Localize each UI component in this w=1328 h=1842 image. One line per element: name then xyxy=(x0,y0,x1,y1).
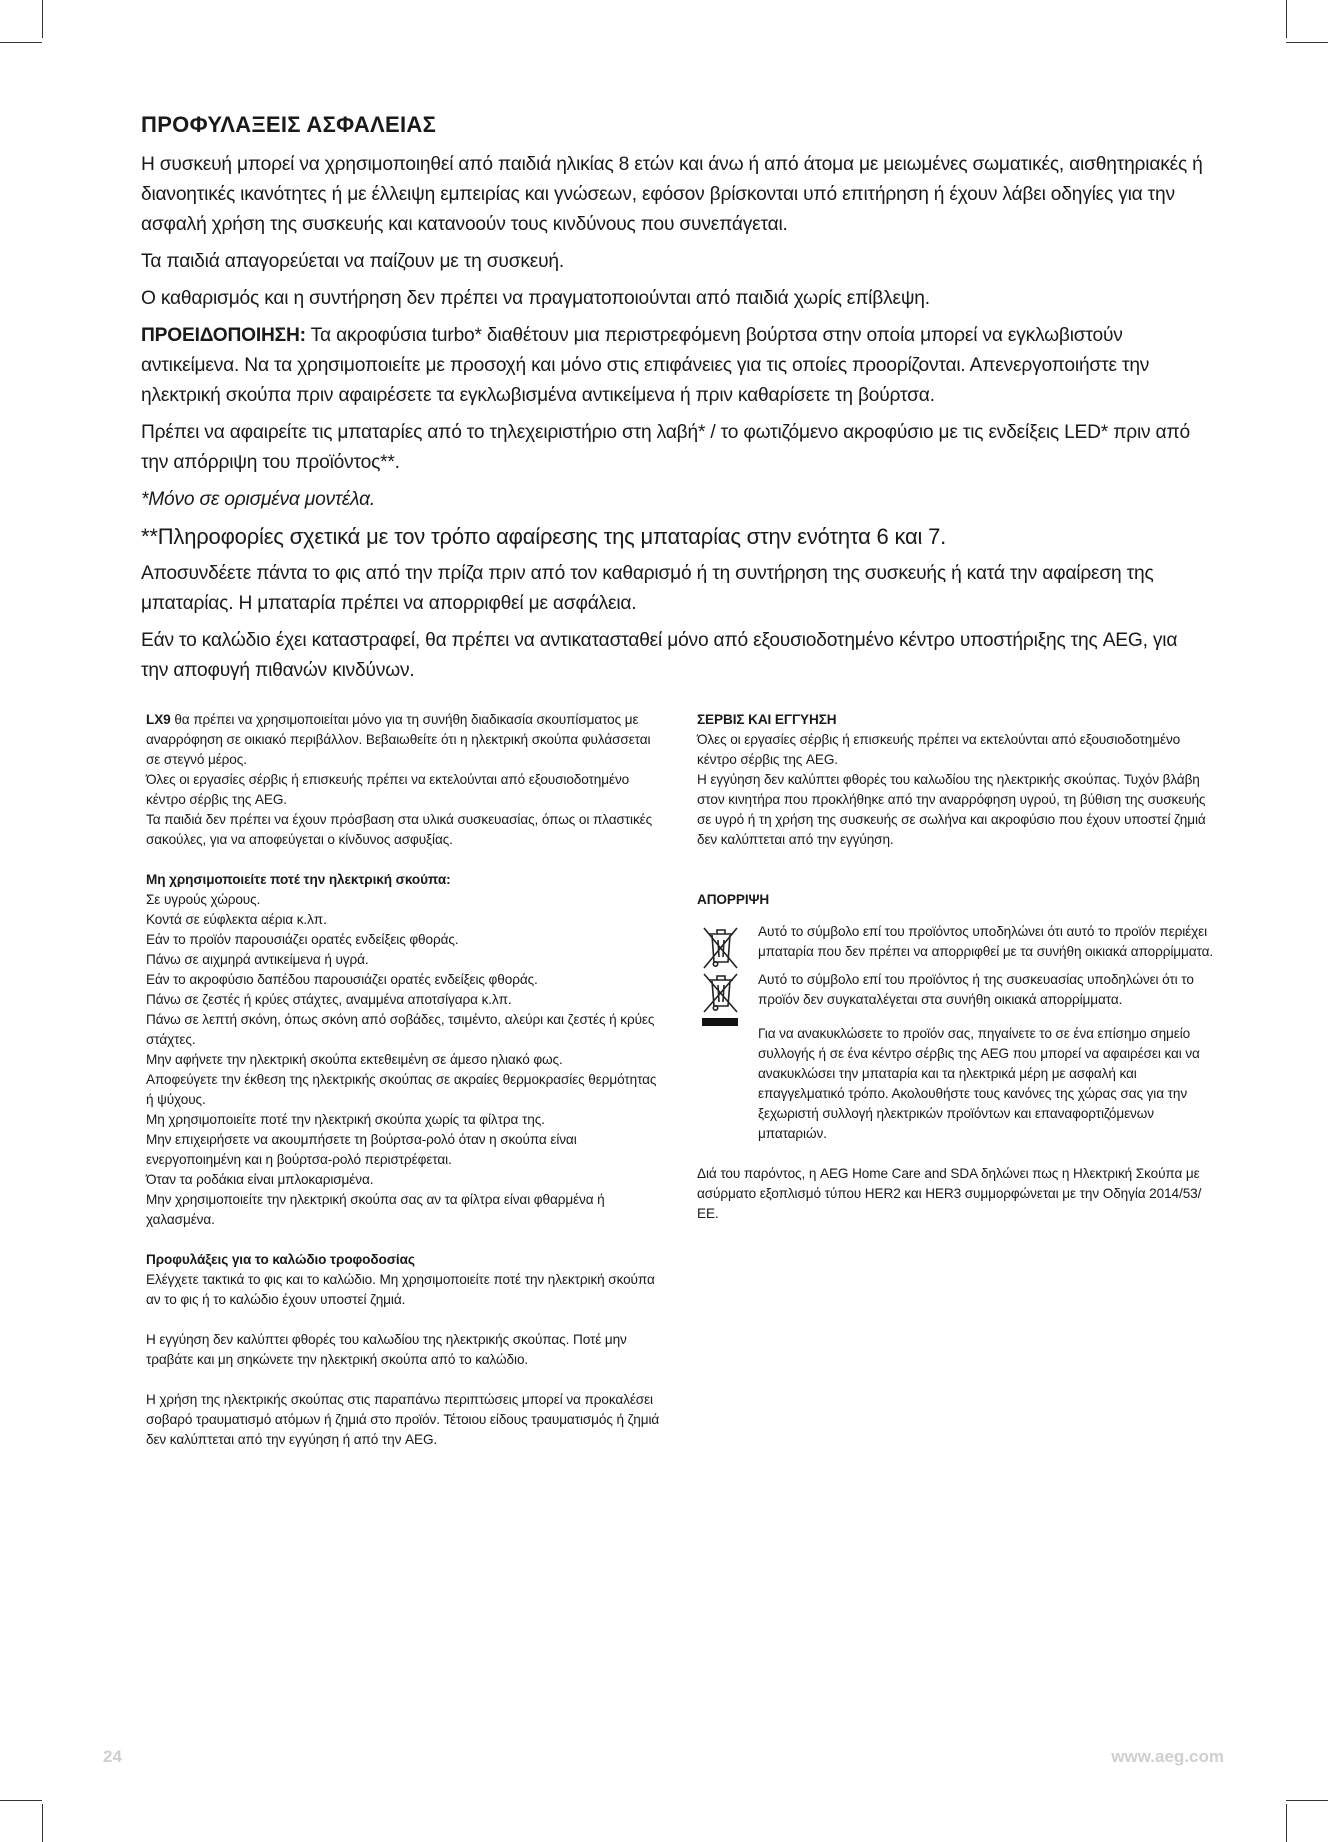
list-item: Αποφεύγετε την έκθεση της ηλεκτρικής σκούπας σε ακραίες θερμοκρασίες θερμότητας ή ψύχους. xyxy=(146,1072,657,1107)
cable-paragraph: Η εγγύηση δεν καλύπτει φθορές του καλωδίου της ηλεκτρικής σκούπας. Ποτέ μην τραβάτε και μη σηκώνετε την ηλεκτρική σκούπα από το καλώδιο. xyxy=(146,1332,627,1367)
crop-mark xyxy=(0,1800,42,1801)
battery-note: **Πληροφορίες σχετικά με τον τρόπο αφαίρεσης της μπαταρίας στην ενότητα 6 και 7. xyxy=(141,524,947,549)
left-column xyxy=(146,710,666,1450)
recycling-text: Για να ανακυκλώσετε το προϊόν σας, πηγαίνετε το σε ένα επίσημο σημείο συλλογής ή σε ένα κέντρο σέρβις της AEG που μπορεί να αφαιρέσει και να ανακυκλώσει την μπαταρία και τα ηλεκτρικά μέρη με ασφαλή και επαγγελματικό τρόπο. Ακολουθήστε τους κανόνες της χώρας σας για την ξεχωριστή συλλογή ηλεκτρικών προϊόντων και επαναφορτιζόμενων μπαταριών. xyxy=(758,1026,1200,1141)
warranty-paragraph: Η εγγύηση δεν καλύπτει φθορές του καλωδίου της ηλεκτρικής σκούπας. Τυχόν βλάβη στον κινητήρα που προκλήθηκε από την αναρρόφηση υγρού, τη βύθιση της συσκευής σε υγρό ή τη χρήση της συσκευής σε σωλήνα και ακροφύσιο που έχουν υποστεί ζημιά δεν καλύπτεται από την εγγύηση. xyxy=(697,772,1206,847)
crop-mark xyxy=(1286,0,1287,38)
service-paragraph: Όλες οι εργασίες σέρβις ή επισκευής πρέπει να εκτελούνται από εξουσιοδοτημένο κέντρο σέρβις της AEG. xyxy=(697,732,1181,767)
list-item: Εάν το ακροφύσιο δαπέδου παρουσιάζει ορατές ενδείξεις φθοράς. xyxy=(146,972,538,987)
list-item: Σε υγρούς χώρους. xyxy=(146,892,261,907)
list-item: Μην αφήνετε την ηλεκτρική σκούπα εκτεθειμένη σε άμεσο ηλιακό φως. xyxy=(146,1052,563,1067)
product-disposal-row xyxy=(697,970,1217,1144)
list-item: Πάνω σε λεπτή σκόνη, όπως σκόνη από σοβάδες, τσιμέντο, αλεύρι και ζεστές ή κρύες στάχτες. xyxy=(146,1012,655,1047)
safety-paragraph: Ο καθαρισμός και η συντήρηση δεν πρέπει να πραγματοποιούνται από παιδιά χωρίς επίβλεψη. xyxy=(141,288,930,309)
crop-mark xyxy=(42,1804,43,1842)
list-item: Κοντά σε εύφλεκτα αέρια κ.λπ. xyxy=(146,912,327,927)
safety-paragraph: Εάν το καλώδιο έχει καταστραφεί, θα πρέπει να αντικατασταθεί μόνο από εξουσιοδοτημένο κέντρο υποστήριξης της AEG, για την αποφυγή πιθανών κινδύνων. xyxy=(141,630,1178,681)
battery-disposal-text: Αυτό το σύμβολο επί του προϊόντος υποδηλώνει ότι αυτό το προϊόν περιέχει μπαταρία που δεν πρέπει να απορριφθεί με τα συνήθη οικιακά απορρίμματα. xyxy=(758,924,1214,959)
list-item: Εάν το προϊόν παρουσιάζει ορατές ενδείξεις φθοράς. xyxy=(146,932,459,947)
warning-text: Τα ακροφύσια turbo* διαθέτουν μια περιστρεφόμενη βούρτσα στην οποία μπορεί να εγκλωβιστούν αντικείμενα. Να τα χρησιμοποιείτε με προσοχή και μόνο στις επιφάνειες για τις οποίες προορίζονται. Απενεργοποιήστε την ηλεκτρική σκούπα πριν αφαιρέσετε τα εγκλωβισμένα αντικείμενα ή πριν καθαρίσετε τη βούρτσα. xyxy=(141,325,1150,406)
crop-mark xyxy=(0,42,42,43)
warning-paragraph xyxy=(141,321,1207,411)
warning-label: ΠΡΟΕΙΔΟΠΟΙΗΣΗ: xyxy=(141,325,306,346)
list-item: Μη χρησιμοποιείτε ποτέ την ηλεκτρική σκούπα χωρίς τα φίλτρα της. xyxy=(146,1112,545,1127)
service-heading: ΣΕΡΒΙΣ ΚΑΙ ΕΓΓΥΗΣΗ xyxy=(697,712,837,727)
page-number: 24 xyxy=(103,1747,122,1766)
never-use-list xyxy=(146,890,666,1230)
safety-section xyxy=(141,112,1207,693)
crossed-out-bin-icon xyxy=(701,924,739,970)
safety-paragraph: Πρέπει να αφαιρείτε τις μπαταρίες από το τηλεχειριστήριο στη λαβή* / το φωτιζόμενο ακροφύσιο με τις ενδείξεις LED* πριν από την απόρριψη του προϊόντος**. xyxy=(141,422,1190,473)
cable-paragraph: Ελέγχετε τακτικά το φις και το καλώδιο. Μη χρησιμοποιείτε ποτέ την ηλεκτρική σκούπα αν το φις ή το καλώδιο έχουν υποστεί ζημιά. xyxy=(146,1272,655,1307)
battery-disposal-row xyxy=(697,922,1217,962)
crop-mark xyxy=(42,0,43,38)
lx9-paragraph xyxy=(146,710,666,770)
safety-paragraph: Αποσυνδέετε πάντα το φις από την πρίζα πριν από τον καθαρισμό ή τη συντήρηση της συσκευής ή κατά την αφαίρεση της μπαταρίας. Η μπαταρία πρέπει να απορριφθεί με ασφάλεια. xyxy=(141,563,1154,614)
list-item: Όταν τα ροδάκια είναι μπλοκαρισμένα. xyxy=(146,1172,374,1187)
footer-url: www.aeg.com xyxy=(1111,1747,1224,1766)
list-item: Μην χρησιμοποιείτε την ηλεκτρική σκούπα σας αν τα φίλτρα είναι φθαρμένα ή χαλασμένα. xyxy=(146,1192,605,1227)
service-paragraph: Όλες οι εργασίες σέρβις ή επισκευής πρέπει να εκτελούνται από εξουσιοδοτημένο κέντρο σέρβις της AEG. xyxy=(146,772,630,807)
models-note: *Μόνο σε ορισμένα μοντέλα. xyxy=(141,489,375,510)
crop-mark xyxy=(1286,42,1328,43)
safety-title: ΠΡΟΦΥΛΑΞΕΙΣ ΑΣΦΑΛΕΙΑΣ xyxy=(141,112,437,137)
safety-paragraph: Η συσκευή μπορεί να χρησιμοποιηθεί από παιδιά ηλικίας 8 ετών και άνω ή από άτομα με μειωμένες σωματικές, αισθητηριακές ή διανοητικές ικανότητες ή με έλλειψη εμπειρίας και γνώσεων, εφόσον βρίσκονται υπό επιτήρηση ή έχουν λάβει οδηγίες για την ασφαλή χρήση της συσκευής και κατανοούν τους κινδύνους που συνεπάγεται. xyxy=(141,154,1203,235)
list-item: Πάνω σε ζεστές ή κρύες στάχτες, αναμμένα αποτσίγαρα κ.λπ. xyxy=(146,992,512,1007)
disposal-heading: ΑΠΟΡΡΙΨΗ xyxy=(697,892,770,907)
crossed-out-bin-bar-icon xyxy=(701,972,739,1028)
lx9-label: LX9 xyxy=(146,712,171,727)
list-item: Πάνω σε αιχμηρά αντικείμενα ή υγρά. xyxy=(146,952,369,967)
declaration-paragraph: Διά του παρόντος, η AEG Home Care and SDA δηλώνει πως η Ηλεκτρική Σκούπα με ασύρματο εξοπλισμό τύπου HER2 και HER3 συμμορφώνεται με την Οδηγία 2014/53/ΕΕ. xyxy=(697,1166,1202,1221)
crop-mark xyxy=(1286,1800,1328,1801)
right-column xyxy=(697,710,1217,1224)
product-disposal-text: Αυτό το σύμβολο επί του προϊόντος ή της συσκευασίας υποδηλώνει ότι το προϊόν δεν συγκαταλέγεται στα συνήθη οικιακά απορρίμματα. xyxy=(758,972,1194,1007)
never-use-heading: Μη χρησιμοποιείτε ποτέ την ηλεκτρική σκούπα: xyxy=(146,872,451,887)
cable-paragraph: Η χρήση της ηλεκτρικής σκούπας στις παραπάνω περιπτώσεις μπορεί να προκαλέσει σοβαρό τραυματισμό ατόμων ή ζημιά στο προϊόν. Τέτοιου είδους τραυματισμός ή ζημιά δεν καλύπτεται από την εγγύηση ή από την AEG. xyxy=(146,1392,660,1447)
list-item: Μην επιχειρήσετε να ακουμπήσετε τη βούρτσα-ρολό όταν η σκούπα είναι ενεργοποιημένη και η βούρτσα-ρολό περιστρέφεται. xyxy=(146,1132,577,1167)
lx9-text: θα πρέπει να χρησιμοποιείται μόνο για τη συνήθη διαδικασία σκουπίσματος με αναρρόφηση σε οικιακό περιβάλλον. Βεβαιωθείτε ότι η ηλεκτρική σκούπα φυλάσσεται σε στεγνό μέρος. xyxy=(146,712,651,767)
cable-heading: Προφυλάξεις για το καλώδιο τροφοδοσίας xyxy=(146,1252,415,1267)
crop-mark xyxy=(1286,1804,1287,1842)
children-paragraph: Τα παιδιά δεν πρέπει να έχουν πρόσβαση στα υλικά συσκευασίας, όπως οι πλαστικές σακούλες, για να αποφεύγεται ο κίνδυνος ασφυξίας. xyxy=(146,812,653,847)
safety-paragraph: Τα παιδιά απαγορεύεται να παίζουν με τη συσκευή. xyxy=(141,251,564,272)
